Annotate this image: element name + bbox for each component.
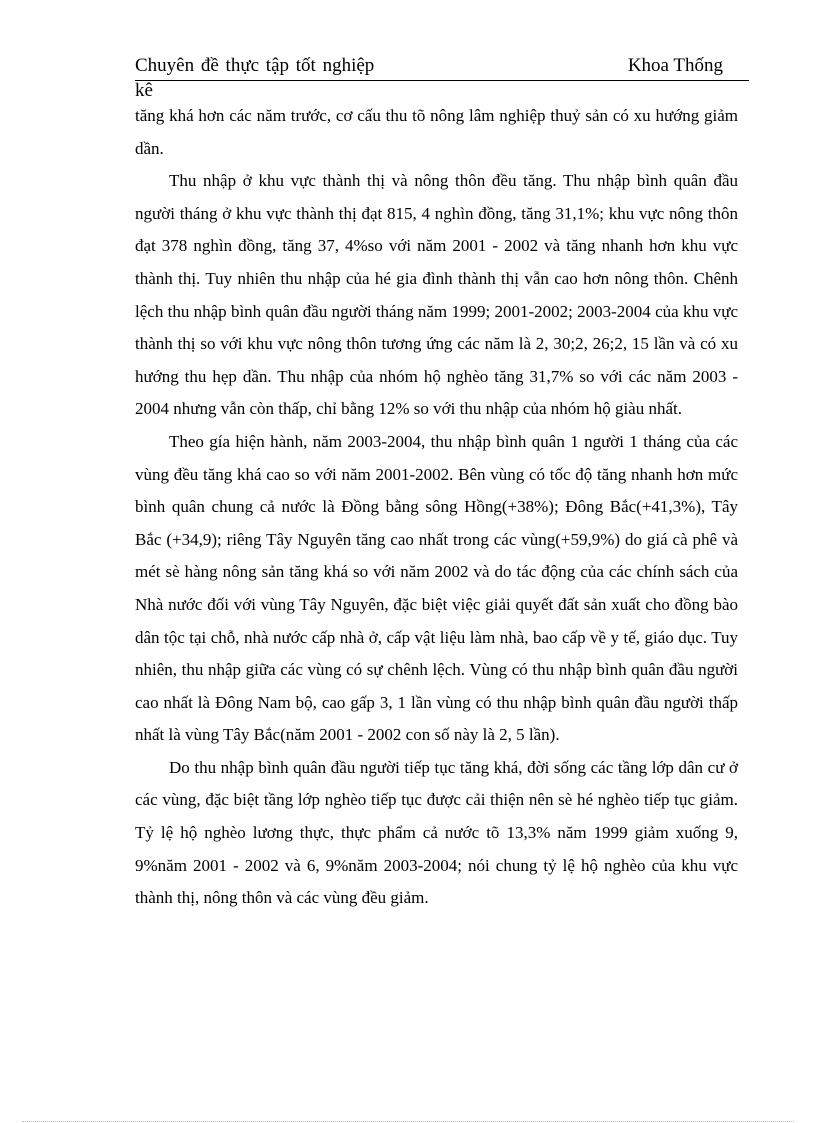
header-document-title: Chuyên đề thực tập tốt nghiệp — [135, 55, 375, 76]
paragraph-urban-rural-income: Thu nhập ở khu vực thành thị và nông thôn đều tăng. Thu nhập bình quân đầu người tháng ở khu vực thành thị đạt 815, 4 nghìn đồng, tăng 31,1%; khu vực nông thôn đạt 378 nghìn đồng, tăng 37, 4%so với năm 2001 - 2002 và tăng nhanh hơn khu vực thành thị. Tuy nhiên thu nhập của hé gia đình thành thị vẫn cao hơn nông thôn. Chênh lệch thu nhập bình quân đầu người tháng năm 1999; 2001-2002; 2003-2004 của khu vực thành thị so với khu vực nông thôn tương ứng các năm là 2, 30;2, 26;2, 15 lần và có xu hướng thu hẹp dần. Thu nhập của nhóm hộ nghèo tăng 31,7% so với các năm 2003 - 2004 nhưng vẫn còn thấp, chỉ bằng 12% so với thu nhập của nhóm hộ giàu nhất. — [135, 171, 738, 419]
header-underline — [135, 80, 749, 81]
header-faculty-name: Khoa Thống — [627, 55, 723, 76]
page-bottom-border — [22, 1121, 794, 1122]
paragraph-continuation: tăng khá hơn các năm trước, cơ cấu thu tõ nông lâm nghiệp thuỷ sản có xu hướng giảm dần. — [135, 106, 738, 158]
paragraph-poverty-rate: Do thu nhập bình quân đầu người tiếp tục tăng khá, đời sống các tầng lớp dân cư ở các vùng, đặc biệt tầng lớp nghèo tiếp tục được cải thiện nên sè hé nghèo tiếp tục giảm. Tỷ lệ hộ nghèo lương thực, thực phẩm cả nước tõ 13,3% năm 1999 giảm xuống 9, 9%năm 2001 - 2002 và 6, 9%năm 2003-2004; nói chung tỷ lệ hộ nghèo của khu vực thành thị, nông thôn và các vùng đều giảm. — [135, 757, 738, 908]
page-header — [135, 52, 723, 80]
header-faculty-name-continuation: kê — [135, 80, 153, 101]
paragraph-regional-income: Theo gía hiện hành, năm 2003-2004, thu nhập bình quân 1 người 1 tháng của các vùng đều tăng khá cao so với năm 2001-2002. Bên vùng có tốc độ tăng nhanh hơn mức bình quân chung cả nước là Đồng bằng sông Hồng(+38%); Đông Bắc(+41,3%), Tây Bắc (+34,9); riêng Tây Nguyên tăng cao nhất trong các vùng(+59,9%) do giá cà phê và mét sè hàng nông sản tăng khá so với năm 2002 và do tác động của các chính sách của Nhà nước đối với vùng Tây Nguyên, đặc biệt việc giải quyết đất sản xuất cho đồng bào dân tộc tại chỗ, nhà nước cấp nhà ở, cấp vật liệu làm nhà, bao cấp về y tế, giáo dục. Tuy nhiên, thu nhập giữa các vùng có sự chênh lệch. Vùng có thu nhập bình quân đầu người cao nhất là Đông Nam bộ, cao gấp 3, 1 lần vùng có thu nhập bình quân đầu người thấp nhất là vùng Tây Bắc(năm 2001 - 2002 con số này là 2, 5 lần). — [135, 431, 738, 745]
document-body — [135, 100, 738, 915]
